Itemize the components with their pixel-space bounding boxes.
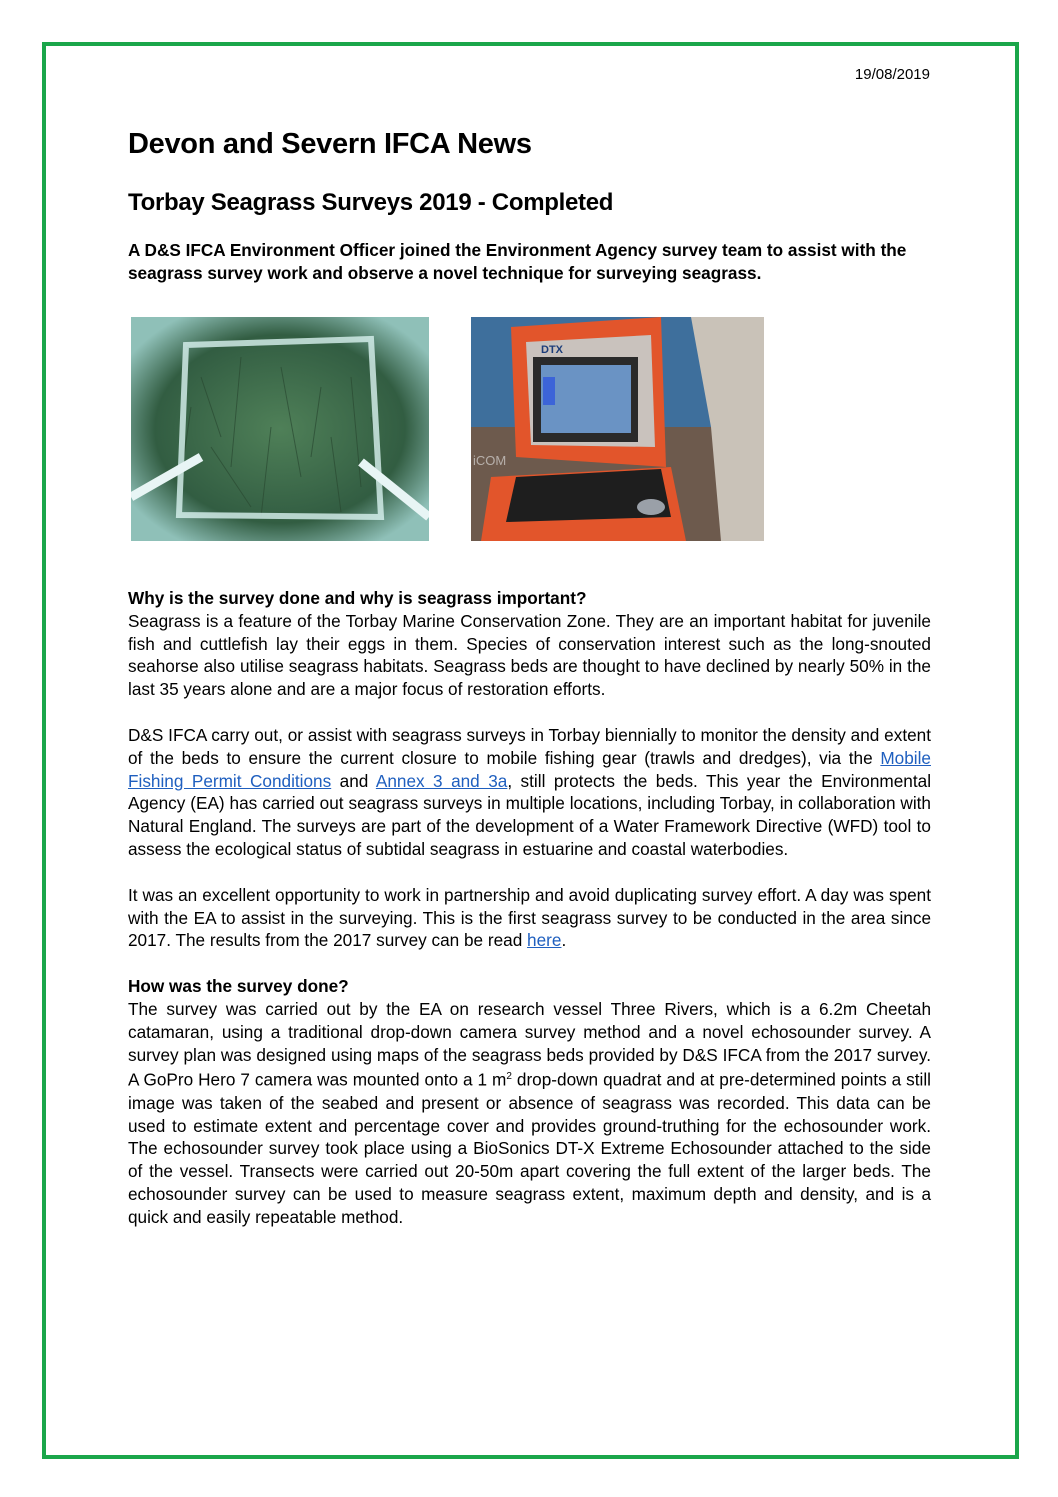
p3-text-a: It was an excellent opportunity to work in partnership and avoid duplicating survey effort. A day was spent with the EA to assist in the surveying. This is the first seagrass survey to be conducted in the area since 2017. The results from the 2017 survey can be read xyxy=(128,884,931,951)
article-title: Torbay Seagrass Surveys 2019 - Completed xyxy=(128,189,614,216)
p2-text-b: and xyxy=(331,770,376,791)
echosounder-laptop-photo xyxy=(471,317,764,541)
section-how-heading: How was the survey done? xyxy=(128,976,349,997)
article-lead: A D&S IFCA Environment Officer joined the Environment Agency survey team to assist with the seagrass survey work and observe a novel technique for surveying seagrass. xyxy=(128,240,907,283)
how-text-b: drop-down quadrat and at pre-determined points a still image was taken of the seabed and present or absence of seagrass was recorded. This data can be used to estimate extent and percentage cover and provides ground-truthing for the echosounder work. The echosounder survey took place using a BioSonics DT-X Extreme Echosounder attached to the side of the vessel. Transects were carried out 20-50m apart covering the full extent of the larger beds. The echosounder survey can be used to measure seagrass extent, maximum depth and density, and is a quick and easily repeatable method. xyxy=(128,1070,931,1227)
case-label: DTX xyxy=(541,344,563,356)
annex-3-link[interactable]: Annex 3 and 3a xyxy=(375,770,508,791)
how-text-a: The survey was carried out by the EA on research vessel Three Rivers, which is a 6.2m Cheetah catamaran, using a traditional drop-down camera survey method and a novel echosounder survey. A survey plan was designed using maps of the seagrass beds provided by D&S IFCA from the 2017 survey. A GoPro Hero 7 camera was mounted onto a 1 m xyxy=(128,998,931,1091)
mobile-fishing-permit-link[interactable]: Mobile Fishing Permit Conditions xyxy=(128,747,931,791)
page-title: Devon and Severn IFCA News xyxy=(128,128,532,160)
section-why-p3 xyxy=(128,884,931,952)
p2-text-a: D&S IFCA carry out, or assist with seagrass surveys in Torbay biennially to monitor the density and extent of the beds to ensure the current closure to mobile fishing gear (trawls and dredges), via the xyxy=(128,724,931,768)
case-brand-label: iCOM xyxy=(473,453,507,468)
document-date: 19/08/2019 xyxy=(854,66,930,83)
section-how xyxy=(128,975,931,1229)
p2-text-c: , still protects the beds. This year the Environmental Agency (EA) has carried out seagrass surveys in multiple locations, including Torbay, in collaboration with Natural England. The surveys are part of the development of a Water Framework Directive (WFD) tool to assess the ecological status of subtidal seagrass in estuarine and coastal waterbodies. xyxy=(128,770,932,859)
section-why-p2 xyxy=(128,724,931,861)
section-why-heading: Why is the survey done and why is seagrass important? xyxy=(128,588,587,608)
section-why-p1: Seagrass is a feature of the Torbay Marine Conservation Zone. They are an important habitat for juvenile fish and cuttlefish lay their eggs in them. Species of conservation interest such as the long-snouted seahorse also utilise seagrass habitats. Seagrass beds are thought to have declined by nearly 50% in the last 35 years alone and are a major focus of restoration efforts. xyxy=(128,610,931,700)
seagrass-quadrat-image xyxy=(131,317,429,541)
results-2017-link[interactable]: here xyxy=(527,930,562,951)
echosounder-laptop-image xyxy=(471,317,764,541)
seagrass-quadrat-photo xyxy=(131,317,429,541)
article xyxy=(128,128,931,1252)
photo-row xyxy=(128,317,931,587)
squared-sup: 2 xyxy=(506,1071,512,1083)
section-why xyxy=(128,587,931,701)
p3-text-b: . xyxy=(561,930,567,951)
